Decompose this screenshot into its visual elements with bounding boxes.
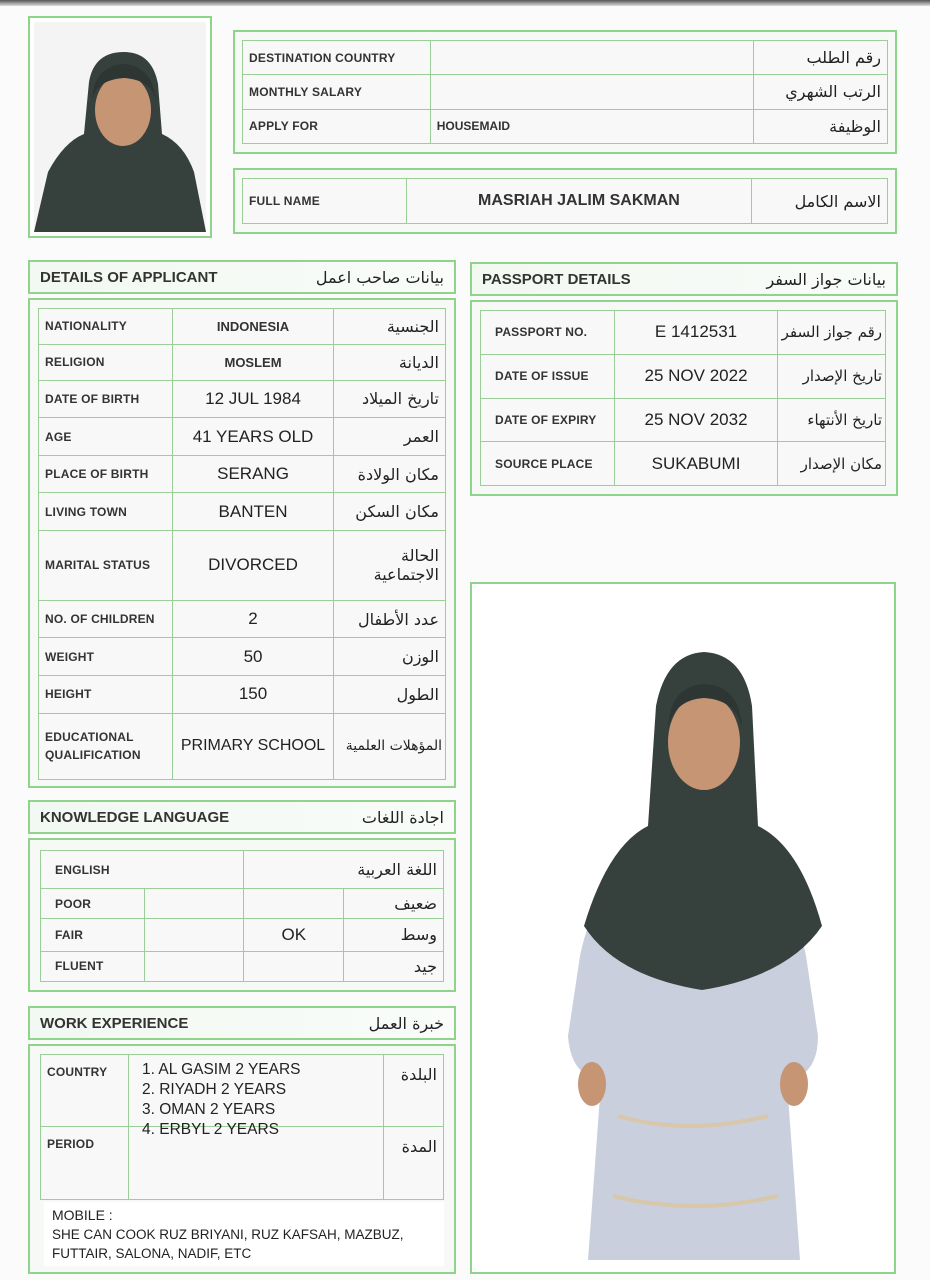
age-arabic: العمر xyxy=(334,418,446,456)
apply-for-arabic: الوظيفة xyxy=(754,109,888,143)
table-row xyxy=(39,600,446,638)
issue-date-arabic: تاريخ الإصدار xyxy=(778,354,886,398)
mobile-label: MOBILE : xyxy=(52,1207,113,1223)
table-row xyxy=(39,344,446,380)
language-title-arabic: اجادة اللغات xyxy=(361,807,444,827)
source-place-arabic: مكان الإصدار xyxy=(778,442,886,486)
expiry-date-value: 25 NOV 2032 xyxy=(614,398,778,442)
poor-english xyxy=(144,889,244,919)
language-header xyxy=(28,800,456,834)
passport-header xyxy=(470,262,898,296)
passport-title: PASSPORT DETAILS xyxy=(482,270,631,288)
education-value: PRIMARY SCHOOL xyxy=(172,713,333,779)
list-item: 3. OMAN 2 YEARS xyxy=(142,1101,276,1118)
full-body-figure xyxy=(488,596,880,1260)
living-town-label: LIVING TOWN xyxy=(39,493,173,531)
table-row xyxy=(41,851,444,889)
table-row xyxy=(481,442,886,486)
passport-no-label: PASSPORT NO. xyxy=(481,311,615,355)
portrait-figure xyxy=(34,22,206,232)
table-row xyxy=(243,179,888,224)
applicant-title-arabic: بيانات صاحب اعمل xyxy=(315,267,444,287)
nationality-label: NATIONALITY xyxy=(39,309,173,345)
table-row xyxy=(481,311,886,355)
fluent-arabic-mark xyxy=(244,951,344,982)
arabic-header: اللغة العربية xyxy=(244,851,444,889)
period-arabic: المدة xyxy=(384,1127,444,1200)
source-place-label: SOURCE PLACE xyxy=(481,442,615,486)
education-label-line1: EDUCATIONAL xyxy=(45,730,134,745)
country-arabic: البلدة xyxy=(384,1055,444,1127)
expiry-date-arabic: تاريخ الأنتهاء xyxy=(778,398,886,442)
fluent-english xyxy=(144,951,244,982)
fair-arabic: وسط xyxy=(344,919,444,951)
monthly-salary-label: MONTHLY SALARY xyxy=(243,75,431,109)
marital-status-label: MARITAL STATUS xyxy=(39,531,173,601)
full-name-label: FULL NAME xyxy=(243,179,407,224)
marital-status-value: DIVORCED xyxy=(172,531,333,601)
passport-table xyxy=(480,310,886,486)
language-table xyxy=(40,850,444,982)
notes-line-2: FUTTAIR, SALONA, NADIF, ETC xyxy=(52,1246,252,1261)
application-table xyxy=(242,40,888,144)
english-header: ENGLISH xyxy=(41,851,244,889)
table-row xyxy=(39,676,446,714)
work-title-arabic: خبرة العمل xyxy=(368,1013,444,1033)
full-body-photo xyxy=(488,596,880,1260)
fluent-arabic: جيد xyxy=(344,951,444,982)
table-row xyxy=(243,109,888,143)
table-row xyxy=(39,713,446,779)
passport-no-arabic: رقم جواز السفر xyxy=(778,311,886,355)
destination-country-arabic: رقم الطلب xyxy=(754,41,888,75)
religion-label: RELIGION xyxy=(39,344,173,380)
monthly-salary-arabic: الرتب الشهري xyxy=(754,75,888,109)
living-town-arabic: مكان السكن xyxy=(334,493,446,531)
children-label: NO. OF CHILDREN xyxy=(39,600,173,638)
issue-date-value: 25 NOV 2022 xyxy=(614,354,778,398)
monthly-salary-value xyxy=(430,75,753,109)
fair-label: FAIR xyxy=(41,919,145,951)
table-row xyxy=(39,638,446,676)
height-arabic: الطول xyxy=(334,676,446,714)
table-row xyxy=(39,455,446,493)
nationality-arabic: الجنسية xyxy=(334,309,446,345)
destination-country-label: DESTINATION COUNTRY xyxy=(243,41,431,75)
age-value: 41 YEARS OLD xyxy=(172,418,333,456)
fair-arabic-mark: OK xyxy=(244,919,344,951)
full-name-value: MASRIAH JALIM SAKMAN xyxy=(406,179,751,224)
dob-arabic: تاريخ الميلاد xyxy=(334,380,446,418)
children-arabic: عدد الأطفال xyxy=(334,600,446,638)
table-row xyxy=(39,309,446,345)
table-row xyxy=(39,380,446,418)
list-item: 4. ERBYL 2 YEARS xyxy=(142,1121,279,1138)
religion-arabic: الديانة xyxy=(334,344,446,380)
work-list xyxy=(142,1060,301,1140)
destination-country-value xyxy=(430,41,753,75)
full-name-table xyxy=(242,178,888,224)
expiry-date-label: DATE OF EXPIRY xyxy=(481,398,615,442)
applicant-header xyxy=(28,260,456,294)
apply-for-label: APPLY FOR xyxy=(243,109,431,143)
table-row xyxy=(243,75,888,109)
applicant-title: DETAILS OF APPLICANT xyxy=(40,268,218,286)
issue-date-label: DATE OF ISSUE xyxy=(481,354,615,398)
portrait-photo xyxy=(34,22,206,232)
work-title: WORK EXPERIENCE xyxy=(40,1014,189,1032)
applicant-table xyxy=(38,308,446,780)
table-row xyxy=(39,418,446,456)
weight-arabic: الوزن xyxy=(334,638,446,676)
weight-label: WEIGHT xyxy=(39,638,173,676)
table-row xyxy=(41,919,444,951)
height-label: HEIGHT xyxy=(39,676,173,714)
country-label: COUNTRY xyxy=(41,1055,129,1127)
table-row xyxy=(41,889,444,919)
dob-value: 12 JUL 1984 xyxy=(172,380,333,418)
education-label xyxy=(39,713,173,779)
table-row xyxy=(481,398,886,442)
place-of-birth-label: PLACE OF BIRTH xyxy=(39,455,173,493)
marital-status-arabic: الحالة الاجتماعية xyxy=(334,531,446,601)
passport-title-arabic: بيانات جواز السفر xyxy=(766,269,886,289)
notes-box xyxy=(44,1202,444,1266)
poor-arabic: ضعيف xyxy=(344,889,444,919)
table-row xyxy=(481,354,886,398)
source-place-value: SUKABUMI xyxy=(614,442,778,486)
table-row xyxy=(41,951,444,982)
education-label-line2: QUALIFICATION xyxy=(45,748,141,763)
scan-edge xyxy=(0,0,930,6)
passport-no-value: E 1412531 xyxy=(614,311,778,355)
education-arabic: المؤهلات العلمية xyxy=(334,713,446,779)
religion-value: MOSLEM xyxy=(172,344,333,380)
work-header xyxy=(28,1006,456,1040)
table-row xyxy=(39,493,446,531)
poor-arabic-mark xyxy=(244,889,344,919)
full-body-frame xyxy=(470,582,896,1274)
living-town-value: BANTEN xyxy=(172,493,333,531)
full-name-arabic: الاسم الكامل xyxy=(752,179,888,224)
poor-label: POOR xyxy=(41,889,145,919)
apply-for-value: HOUSEMAID xyxy=(430,109,753,143)
portrait-frame xyxy=(28,16,212,238)
table-row xyxy=(39,531,446,601)
nationality-value: INDONESIA xyxy=(172,309,333,345)
place-of-birth-arabic: مكان الولادة xyxy=(334,455,446,493)
weight-value: 50 xyxy=(172,638,333,676)
fluent-label: FLUENT xyxy=(41,951,145,982)
place-of-birth-value: SERANG xyxy=(172,455,333,493)
fair-english xyxy=(144,919,244,951)
dob-label: DATE OF BIRTH xyxy=(39,380,173,418)
list-item: 2. RIYADH 2 YEARS xyxy=(142,1081,287,1098)
children-value: 2 xyxy=(172,600,333,638)
notes-line-1: SHE CAN COOK RUZ BRIYANI, RUZ KAFSAH, MAZBUZ, xyxy=(52,1227,404,1242)
table-row xyxy=(243,41,888,75)
height-value: 150 xyxy=(172,676,333,714)
age-label: AGE xyxy=(39,418,173,456)
period-label: PERIOD xyxy=(41,1127,129,1200)
language-title: KNOWLEDGE LANGUAGE xyxy=(40,808,230,826)
list-item: 1. AL GASIM 2 YEARS xyxy=(142,1061,301,1078)
